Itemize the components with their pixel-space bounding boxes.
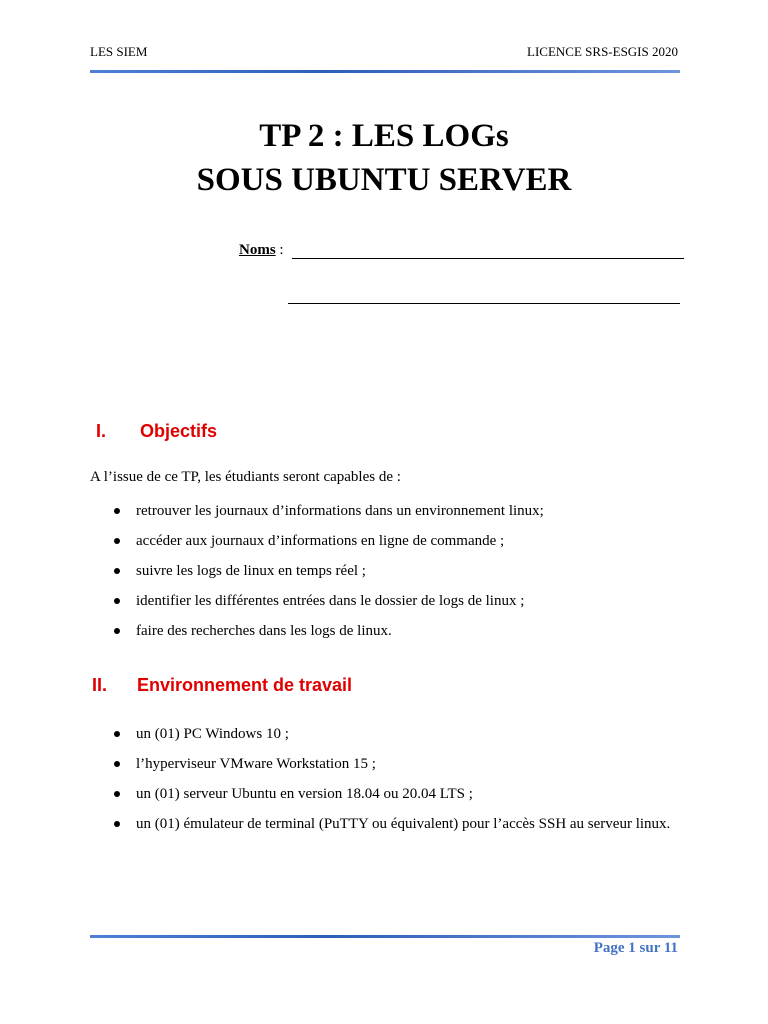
noms-label: Noms [239, 242, 276, 258]
bullet-icon [114, 791, 120, 797]
list-item [110, 724, 696, 754]
bullet-icon [114, 598, 120, 604]
bullet-icon [114, 761, 120, 767]
header-right-text: LICENCE SRS-ESGIS 2020 [527, 44, 678, 59]
page-title-line-2: SOUS UBUNTU SERVER [196, 162, 572, 198]
bullet-icon [114, 731, 120, 737]
header-left-text: LES SIEM [90, 44, 148, 59]
list-item-text: retrouver les journaux d’informations dans un environnement linux; [136, 503, 544, 519]
page-number: Page 1 sur 11 [593, 940, 678, 956]
bullet-icon [114, 538, 120, 544]
list-item-text: un (01) serveur Ubuntu en version 18.04 ou 20.04 LTS ; [136, 786, 473, 802]
bullet-icon [114, 821, 120, 827]
environnement-list [110, 724, 696, 839]
bullet-icon [114, 568, 120, 574]
section-number: II. [92, 675, 108, 695]
list-item-text: accéder aux journaux d’informations en ligne de commande ; [136, 533, 505, 549]
list-item-text: suivre les logs de linux en temps réel ; [136, 563, 366, 579]
list-item [110, 621, 544, 651]
list-item [110, 501, 544, 531]
noms-separator: : [275, 242, 284, 258]
section-number: I. [96, 421, 107, 441]
noms-blank-line-2 [288, 303, 680, 304]
list-item [110, 754, 696, 784]
page-title-line-1: TP 2 : LES LOGs [259, 118, 509, 154]
list-item-text: un (01) PC Windows 10 ; [136, 726, 289, 742]
list-item [110, 531, 544, 561]
list-item [110, 810, 696, 839]
list-item-text: l’hyperviseur VMware Workstation 15 ; [136, 756, 376, 772]
noms-blank-line-1 [292, 258, 684, 259]
noms-field-label [239, 242, 284, 259]
objectifs-intro: A l’issue de ce TP, les étudiants seront capables de : [90, 469, 401, 485]
list-item-text: un (01) émulateur de terminal (PuTTY ou équivalent) pour l’accès SSH au serveur linux. [136, 816, 671, 832]
list-item [110, 591, 544, 621]
list-item-text: identifier les différentes entrées dans le dossier de logs de linux ; [136, 593, 525, 609]
list-item [110, 561, 544, 591]
footer-divider [90, 935, 680, 938]
objectifs-list [110, 501, 544, 651]
bullet-icon [114, 508, 120, 514]
section-title: Objectifs [140, 421, 218, 441]
header-divider [90, 70, 680, 73]
section-title: Environnement de travail [137, 675, 353, 695]
bullet-icon [114, 628, 120, 634]
list-item-text: faire des recherches dans les logs de linux. [136, 623, 392, 639]
